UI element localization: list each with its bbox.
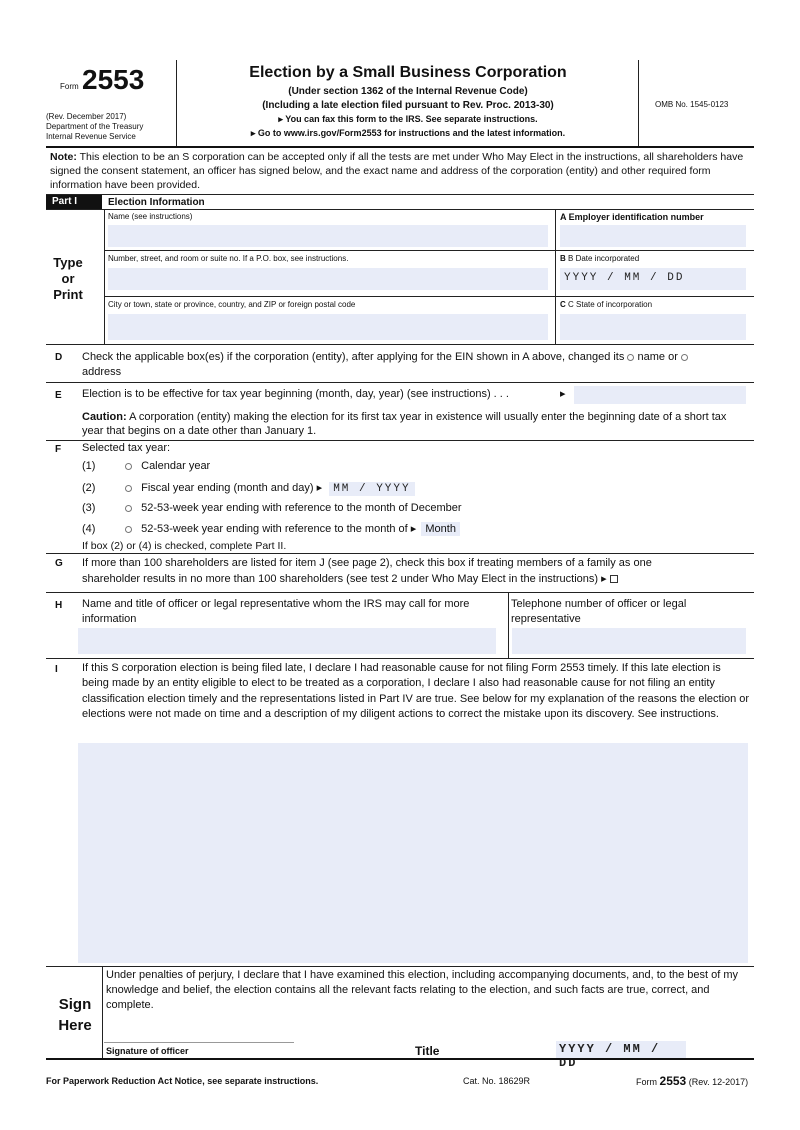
- note: [50, 150, 750, 192]
- line-i-text: If this S corporation election is being filed late, I declare I had reasonable cause for not filing Form 2553 timely. If this late election is being made by an entity eligible to elect to be treated as a corporation, I declare I also had reasonable cause for not filing an entity classification election timely and the representations listed in Part IV are true. See below for my explanation of the reasons the election or elections were not made on time and a description of my diligent actions to correct the mistake upon its discovery. See instructions.: [82, 662, 750, 720]
- line-e-text: Election is to be effective for tax year beginning (month, day, year) (see instructions) . . .: [82, 388, 509, 400]
- form-number: 2553: [82, 64, 145, 95]
- fiscal-year-end-field[interactable]: MM / YYYY: [329, 482, 414, 496]
- late-election-explanation-field[interactable]: [78, 743, 748, 963]
- street-address-field[interactable]: [108, 268, 548, 290]
- line-e-letter: E: [55, 390, 62, 401]
- line-d-text: Check the applicable box(es) if the corporation (entity), after applying for the EIN shown in A above, changed its name or address: [82, 350, 747, 380]
- family-members-checkbox[interactable]: [610, 575, 618, 583]
- state-incorporation-label: C C State of incorporation: [560, 300, 653, 309]
- note-label: Note:: [50, 151, 77, 163]
- form-subtitle-2: (Including a late election filed pursuant to Rev. Proc. 2013-30): [262, 100, 554, 111]
- line-e-arrow: ▸: [560, 388, 566, 400]
- footer-form-id: Form 2553 (Rev. 12-2017): [636, 1074, 749, 1088]
- title-label: Title: [415, 1044, 440, 1058]
- footer-catalog-number: Cat. No. 18629R: [463, 1076, 531, 1086]
- city-state-zip-field[interactable]: [108, 314, 548, 340]
- street-label: Number, street, and room or suite no. If a P.O. box, see instructions.: [108, 254, 349, 263]
- tax-year-option-3: (3) 52-53-week year ending with reference to the month of December: [82, 502, 462, 514]
- form-word: Form: [60, 82, 79, 91]
- line-h-letter: H: [55, 600, 63, 611]
- signature-date-placeholder: YYYY / MM / DD: [559, 1042, 661, 1070]
- line-h-name-label: Name and title of officer or legal representative whom the IRS may call for more information: [82, 598, 470, 625]
- fiscal-year-radio[interactable]: [125, 485, 132, 492]
- week-year-month-radio[interactable]: [125, 526, 132, 533]
- officer-phone-field[interactable]: [512, 628, 746, 654]
- line-g-letter: G: [55, 558, 63, 569]
- line-e-caution: Caution: A corporation (entity) making the election for its first tax year in existence will usually enter the beginning date of a short tax year that begins on a date other than January 1.: [82, 411, 727, 437]
- week-year-month-field[interactable]: Month: [421, 522, 460, 536]
- part-1-tag: Part I: [46, 195, 102, 209]
- date-incorporated-placeholder: YYYY / MM / DD: [564, 272, 685, 284]
- signature-field[interactable]: [106, 1014, 406, 1042]
- line-f-text: Selected tax year:: [82, 442, 171, 454]
- tax-year-option-4: (4) 52-53-week year ending with reference to the month of ▸ Month: [82, 522, 460, 536]
- form-revision: (Rev. December 2017): [46, 112, 127, 121]
- date-incorporated-field[interactable]: [560, 268, 746, 290]
- effective-date-field[interactable]: [574, 386, 746, 404]
- sign-declaration: Under penalties of perjury, I declare that I have examined this election, including accompanying documents, and, to the best of my knowledge and belief, the election contains all the relevant facts relating to the election, and such facts are true, correct, and complete.: [106, 969, 739, 1011]
- form-subtitle-1: (Under section 1362 of the Internal Revenue Code): [288, 86, 528, 97]
- date-incorporated-label: B B Date incorporated: [560, 254, 640, 263]
- type-or-print: Type or Print: [53, 255, 83, 302]
- line-d-letter: D: [55, 352, 63, 363]
- calendar-year-radio[interactable]: [125, 463, 132, 470]
- tax-year-option-2: (2) Fiscal year ending (month and day) ▸ MM / YYYY: [82, 481, 415, 496]
- footer-paperwork-notice: For Paperwork Reduction Act Notice, see separate instructions.: [46, 1076, 319, 1086]
- note-text: This election to be an S corporation can be accepted only if all the tests are met under Who May Elect in the instructions, all shareholders have signed the consent statement, an officer has signed below, and the exact name and address of the corporation (entity) and other required form information have been provided.: [50, 151, 744, 191]
- ein-label: A Employer identification number: [560, 212, 704, 222]
- state-incorporation-field[interactable]: [560, 314, 746, 340]
- city-label: City or town, state or province, country, and ZIP or foreign postal code: [108, 300, 356, 309]
- line-f-footer: If box (2) or (4) is checked, complete Part II.: [82, 540, 287, 552]
- name-label: Name (see instructions): [108, 212, 193, 221]
- name-change-radio[interactable]: [627, 354, 634, 361]
- line-i-letter: I: [55, 664, 58, 675]
- form-title: Election by a Small Business Corporation: [249, 64, 567, 81]
- signature-label: Signature of officer: [106, 1046, 189, 1056]
- line-f-letter: F: [55, 444, 62, 455]
- week-year-december-radio[interactable]: [125, 505, 132, 512]
- line-g-text: If more than 100 shareholders are listed for item J (see page 2), check this box if treating members of a family as one shareholder results in no more than 100 shareholders (see test 2 under Who May Elect in the instructions) ▸: [82, 557, 652, 585]
- ein-field[interactable]: [560, 225, 746, 247]
- part-1-title: Election Information: [108, 197, 205, 208]
- corporation-name-field[interactable]: [108, 225, 548, 247]
- form-subtitle-4: ▸ Go to www.irs.gov/Form2553 for instructions and the latest information.: [250, 128, 566, 138]
- line-h-phone-label: Telephone number of officer or legal representative: [511, 598, 687, 625]
- signature-date-field[interactable]: [556, 1041, 686, 1070]
- irs-name: Internal Revenue Service: [46, 132, 136, 141]
- omb-number: OMB No. 1545-0123: [655, 100, 729, 109]
- tax-year-option-1: (1) Calendar year: [82, 460, 211, 472]
- form-subtitle-3: ▸ You can fax this form to the IRS. See separate instructions.: [278, 114, 538, 124]
- address-change-radio[interactable]: [681, 354, 688, 361]
- officer-name-field[interactable]: [78, 628, 496, 654]
- department: Department of the Treasury: [46, 122, 144, 131]
- sign-here-label: Sign Here: [58, 996, 92, 1034]
